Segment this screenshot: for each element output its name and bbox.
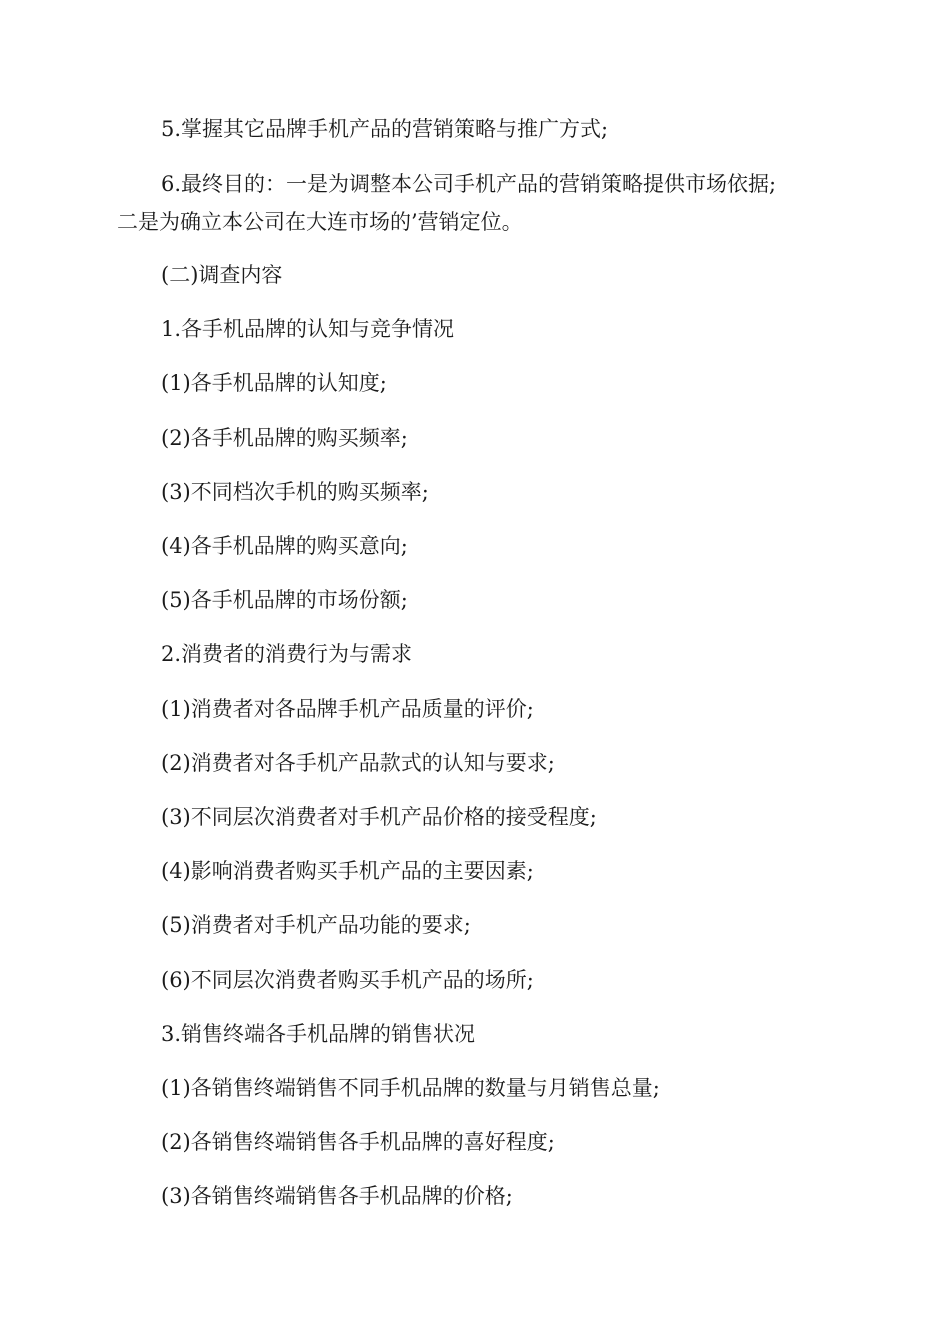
list-item: (2)消费者对各手机产品款式的认知与要求; [161,751,555,775]
paragraph-5: 5.掌握其它品牌手机产品的营销策略与推广方式; [161,117,609,141]
list-item: (5)各手机品牌的市场份额; [161,588,408,612]
list-item: (1)各手机品牌的认知度; [161,371,387,395]
list-item: (2)各手机品牌的购买频率; [161,426,408,450]
list-item: (1)各销售终端销售不同手机品牌的数量与月销售总量; [161,1076,660,1100]
list-item: (1)消费者对各品牌手机产品质量的评价; [161,697,534,721]
list-item: (6)不同层次消费者购买手机产品的场所; [161,968,534,992]
subheading-3: 3.销售终端各手机品牌的销售状况 [161,1022,476,1046]
list-item: (3)不同档次手机的购买频率; [161,480,429,504]
subheading-2: 2.消费者的消费行为与需求 [161,642,413,666]
subheading-1: 1.各手机品牌的认知与竞争情况 [161,317,455,341]
paragraph-6: 6.最终目的：一是为调整本公司手机产品的营销策略提供市场依据; 二是为确立本公司在大连市场的’营销定位。 [117,172,777,234]
list-item: (4)各手机品牌的购买意向; [161,534,408,558]
section-heading-survey-content: (二)调查内容 [161,263,283,287]
list-item: (3)各销售终端销售各手机品牌的价格; [161,1184,513,1208]
list-item: (3)不同层次消费者对手机产品价格的接受程度; [161,805,597,829]
list-item: (5)消费者对手机产品功能的要求; [161,913,471,937]
list-item: (4)影响消费者购买手机产品的主要因素; [161,859,534,883]
list-item: (2)各销售终端销售各手机品牌的喜好程度; [161,1130,555,1154]
